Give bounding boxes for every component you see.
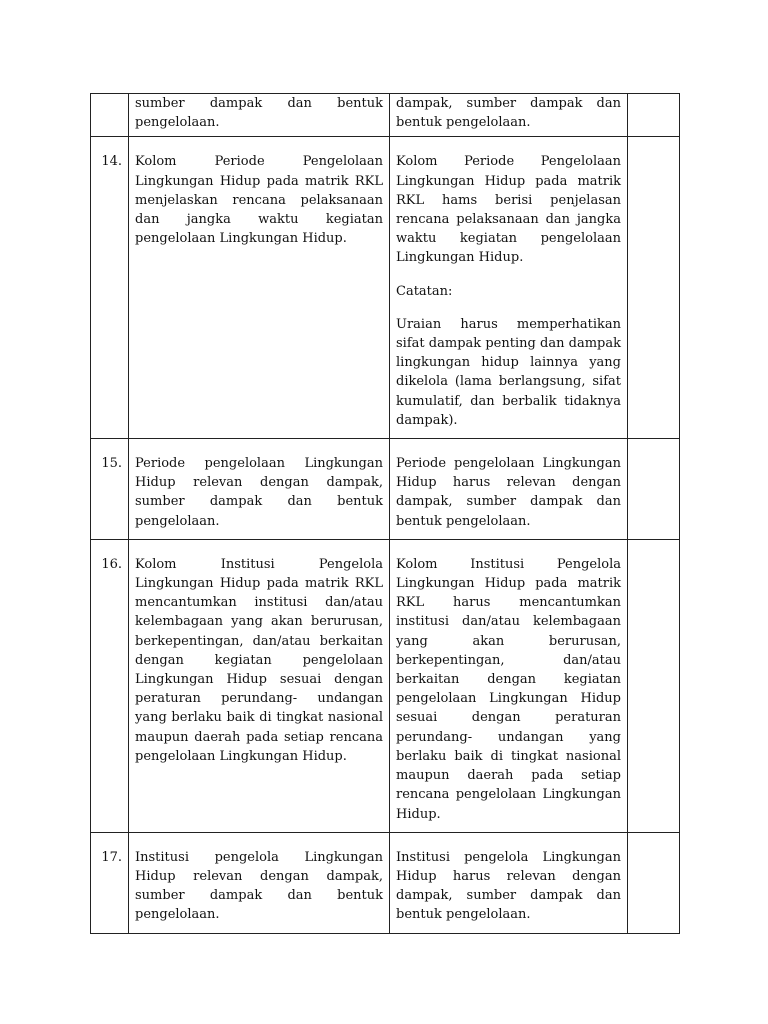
guidance-cell	[390, 832, 628, 933]
guidance-text: Institusi pengelola Lingkungan Hidup harus relevan dengan dampak, sumber dampak dan bentuk pengelolaan.	[396, 849, 621, 923]
table-row	[91, 94, 680, 137]
blank-cell	[628, 832, 680, 933]
guidance-cell	[390, 539, 628, 832]
table-row	[91, 539, 680, 832]
blank-cell	[628, 94, 680, 137]
guidance-text: Kolom Institusi Pengelola Lingkungan Hidup pada matrik RKL harus mencantumkan institusi dan/atau kelembagaan yang akan berurusan, berkepentingan, dan/atau berkaitan dengan kegiatan pengelolaan Lingkungan Hidup sesuai dengan peraturan perundang- undangan yang berlaku baik di tingkat nasional maupun daerah pada setiap rencana pengelolaan Lingkungan Hidup.	[396, 556, 621, 822]
row-number: 15.	[91, 439, 129, 540]
criteria-cell: Periode pengelolaan Lingkungan Hidup relevan dengan dampak, sumber dampak dan bentuk pengelolaan.	[129, 439, 390, 540]
criteria-cell: Institusi pengelola Lingkungan Hidup relevan dengan dampak, sumber dampak dan bentuk pengelolaan.	[129, 832, 390, 933]
row-number: 17.	[91, 832, 129, 933]
evaluation-table	[90, 93, 680, 934]
blank-cell	[628, 439, 680, 540]
row-number: 16.	[91, 539, 129, 832]
row-number: 14.	[91, 137, 129, 439]
guidance-text: dampak, sumber dampak dan bentuk pengelolaan.	[396, 96, 621, 131]
guidance-cell	[390, 94, 628, 137]
table-row	[91, 832, 680, 933]
criteria-cell: Kolom Periode Pengelolaan Lingkungan Hidup pada matrik RKL menjelaskan rencana pelaksanaan dan jangka waktu kegiatan pengelolaan Lingkungan Hidup.	[129, 137, 390, 439]
note-text: Uraian harus memperhatikan sifat dampak penting dan dampak lingkungan hidup lainnya yang dikelola (lama berlangsung, sifat kumulatif, dan berbalik tidaknya dampak).	[396, 316, 621, 428]
table-row	[91, 137, 680, 439]
guidance-cell	[390, 439, 628, 540]
blank-cell	[628, 137, 680, 439]
blank-cell	[628, 539, 680, 832]
note-label: Catatan:	[396, 283, 453, 299]
row-number	[91, 94, 129, 137]
guidance-cell	[390, 137, 628, 439]
criteria-cell: sumber dampak dan bentuk pengelolaan.	[129, 94, 390, 137]
table-row	[91, 439, 680, 540]
guidance-text: Kolom Periode Pengelolaan Lingkungan Hidup pada matrik RKL hams berisi penjelasan rencana pelaksanaan dan jangka waktu kegiatan pengelolaan Lingkungan Hidup.	[396, 154, 621, 266]
criteria-cell: Kolom Institusi Pengelola Lingkungan Hidup pada matrik RKL mencantumkan institusi dan/atau kelembagaan yang akan berurusan, berkepentingan, dan/atau berkaitan dengan kegiatan pengelolaan Lingkungan Hidup sesuai dengan peraturan perundang- undangan yang berlaku baik di tingkat nasional maupun daerah pada setiap rencana pengelolaan Lingkungan Hidup.	[129, 539, 390, 832]
guidance-text: Periode pengelolaan Lingkungan Hidup harus relevan dengan dampak, sumber dampak dan bentuk pengelolaan.	[396, 456, 621, 529]
